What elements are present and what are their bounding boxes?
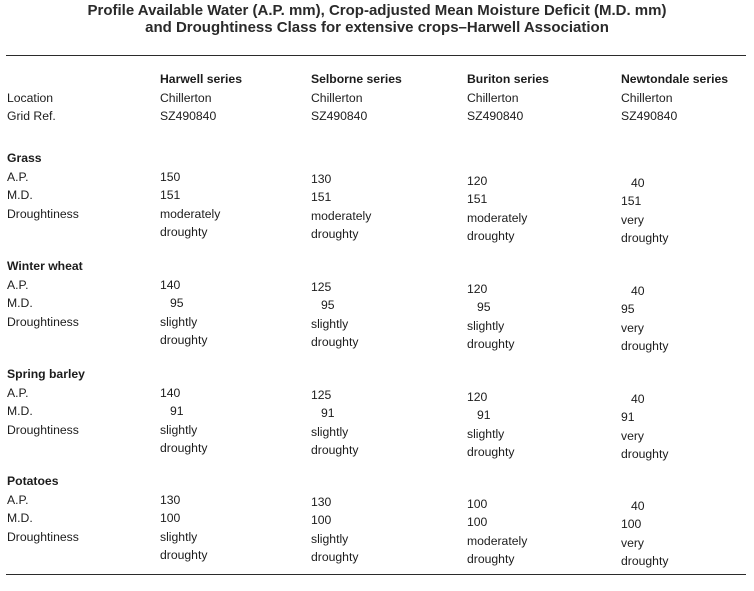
- droughtiness-value: slightly: [311, 424, 349, 439]
- series-location: Chillerton: [160, 90, 212, 105]
- droughtiness-value: droughty: [621, 447, 669, 461]
- md-label: M.D.: [7, 404, 33, 418]
- md-value: 100: [621, 517, 642, 531]
- droughtiness-value: moderately: [467, 210, 528, 225]
- ap-value: 130: [160, 492, 181, 507]
- droughtiness-value: moderately: [467, 533, 528, 548]
- droughtiness-label: Droughtiness: [7, 206, 79, 221]
- ap-value: 40: [631, 175, 645, 190]
- ap-value: 120: [467, 281, 488, 296]
- table-title: [0, 2, 754, 36]
- ap-label: A.P.: [7, 492, 29, 507]
- droughtiness-value: moderately: [160, 206, 221, 221]
- series-location: Chillerton: [311, 90, 363, 105]
- series-grid-ref: SZ490840: [621, 109, 678, 123]
- md-value: 95: [477, 300, 491, 314]
- ap-value: 100: [467, 496, 488, 511]
- droughtiness-value: droughty: [467, 445, 515, 459]
- ap-value: 125: [311, 387, 332, 402]
- droughtiness-value: very: [621, 535, 645, 550]
- series-grid-ref: SZ490840: [160, 109, 217, 123]
- droughtiness-label: Droughtiness: [7, 422, 79, 437]
- md-value: 100: [160, 511, 181, 525]
- crop-name: Spring barley: [7, 367, 85, 381]
- md-label: M.D.: [7, 188, 33, 202]
- ap-value: 140: [160, 385, 181, 400]
- droughtiness-value: droughty: [311, 443, 359, 457]
- md-value: 151: [311, 190, 332, 204]
- md-value: 91: [170, 404, 184, 418]
- series-grid-ref: SZ490840: [311, 109, 368, 123]
- ap-value: 120: [467, 173, 488, 188]
- droughtiness-label: Droughtiness: [7, 314, 79, 329]
- series-header: Buriton series: [467, 72, 549, 86]
- ap-value: 140: [160, 277, 181, 292]
- droughtiness-value: slightly: [311, 531, 349, 546]
- droughtiness-value: slightly: [160, 529, 198, 544]
- droughtiness-value: droughty: [467, 337, 515, 351]
- md-value: 151: [621, 194, 642, 208]
- top-rule: [6, 55, 746, 56]
- droughtiness-value: droughty: [160, 225, 208, 239]
- md-label: M.D.: [7, 296, 33, 310]
- ap-value: 130: [311, 494, 332, 509]
- ap-value: 40: [631, 283, 645, 298]
- droughtiness-value: droughty: [160, 441, 208, 455]
- droughtiness-value: slightly: [467, 318, 505, 333]
- droughtiness-value: droughty: [311, 227, 359, 241]
- gridref-label: Grid Ref.: [7, 109, 56, 123]
- md-value: 151: [467, 192, 488, 206]
- md-value: 95: [170, 296, 184, 310]
- droughtiness-value: droughty: [467, 229, 515, 243]
- ap-label: A.P.: [7, 169, 29, 184]
- droughtiness-value: droughty: [160, 548, 208, 562]
- droughtiness-label: Droughtiness: [7, 529, 79, 544]
- droughtiness-value: slightly: [467, 426, 505, 441]
- ap-value: 40: [631, 391, 645, 406]
- md-value: 95: [621, 302, 635, 316]
- droughtiness-value: moderately: [311, 208, 372, 223]
- series-header: Harwell series: [160, 72, 242, 86]
- md-value: 91: [321, 406, 335, 420]
- droughtiness-value: slightly: [311, 316, 349, 331]
- droughtiness-value: droughty: [311, 335, 359, 349]
- droughtiness-value: slightly: [160, 314, 198, 329]
- droughtiness-value: droughty: [621, 554, 669, 568]
- crop-name: Potatoes: [7, 474, 59, 488]
- md-value: 151: [160, 188, 181, 202]
- droughtiness-value: very: [621, 212, 645, 227]
- droughtiness-value: very: [621, 428, 645, 443]
- location-label: Location: [7, 90, 54, 105]
- series-location: Chillerton: [467, 90, 519, 105]
- crop-name: Grass: [7, 151, 42, 165]
- crop-name: Winter wheat: [7, 259, 83, 273]
- droughtiness-value: droughty: [621, 339, 669, 353]
- droughtiness-value: droughty: [467, 552, 515, 566]
- md-value: 95: [321, 298, 335, 312]
- bottom-rule: [6, 574, 746, 575]
- ap-value: 150: [160, 169, 181, 184]
- md-value: 91: [621, 410, 635, 424]
- series-header: Newtondale series: [621, 72, 729, 86]
- series-grid-ref: SZ490840: [467, 109, 524, 123]
- md-label: M.D.: [7, 511, 33, 525]
- ap-label: A.P.: [7, 277, 29, 292]
- ap-label: A.P.: [7, 385, 29, 400]
- md-value: 91: [477, 408, 491, 422]
- droughtiness-value: very: [621, 320, 645, 335]
- ap-value: 120: [467, 389, 488, 404]
- title-line-1: Profile Available Water (A.P. mm), Crop-adjusted Mean Moisture Deficit (M.D. mm): [87, 2, 667, 19]
- droughtiness-value: droughty: [311, 550, 359, 564]
- ap-value: 130: [311, 171, 332, 186]
- droughtiness-value: droughty: [621, 231, 669, 245]
- series-location: Chillerton: [621, 90, 673, 105]
- ap-value: 125: [311, 279, 332, 294]
- droughtiness-value: slightly: [160, 422, 198, 437]
- md-value: 100: [311, 513, 332, 527]
- md-value: 100: [467, 515, 488, 529]
- droughtiness-value: droughty: [160, 333, 208, 347]
- ap-value: 40: [631, 498, 645, 513]
- series-header: Selborne series: [311, 72, 402, 86]
- title-line-2: and Droughtiness Class for extensive crops–Harwell Association: [145, 19, 609, 36]
